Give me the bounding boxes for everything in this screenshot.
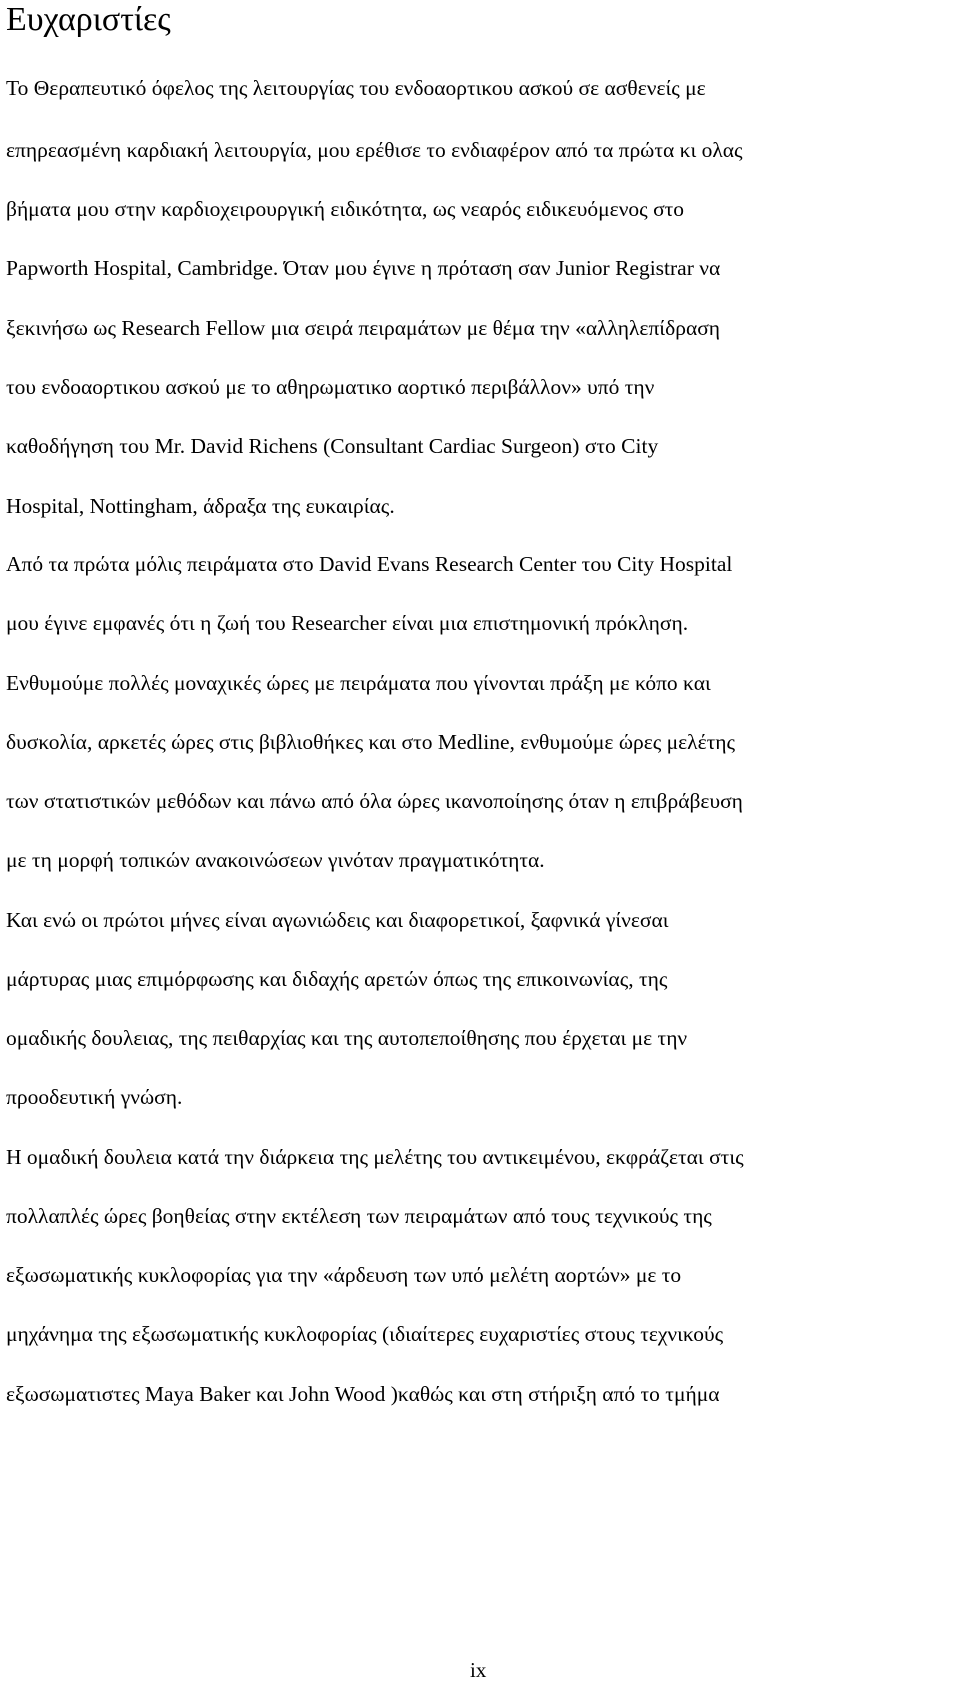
text-line: βήματα μου στην καρδιοχειρουργική ειδικότητα, ως νεαρός ειδικευόμενος στο — [6, 197, 685, 221]
text-line: εξωσωματικής κυκλοφορίας για την «άρδευση των υπό μελέτη αορτών» με το — [6, 1263, 682, 1287]
text-line: Papworth Hospital, Cambridge. Όταν μου έγινε η πρόταση σαν Junior Registrar να — [6, 256, 721, 280]
text-line: του ενδοαορτικου ασκού με το αθηρωματικο αορτικό περιβάλλον» υπό την — [6, 375, 655, 399]
page-title: Ευχαριστίες — [6, 1, 171, 38]
text-line: εξωσωματιστες Maya Baker και John Wood )καθώς και στη στήριξη από το τμήμα — [6, 1382, 720, 1406]
text-line: δυσκολία, αρκετές ώρες στις βιβλιοθήκες και στο Medline, ενθυμούμε ώρες μελέτης — [6, 730, 736, 754]
text-line: Και ενώ οι πρώτοι μήνες είναι αγωνιώδεις και διαφορετικοί, ξαφνικά γίνεσαι — [6, 908, 669, 932]
text-line: Από τα πρώτα μόλις πειράματα στο David Evans Research Center του City Hospital — [6, 552, 733, 576]
text-line: πολλαπλές ώρες βοηθείας στην εκτέλεση των πειραμάτων από τους τεχνικούς της — [6, 1204, 712, 1228]
text-line: Η ομαδική δουλεια κατά την διάρκεια της μελέτης του αντικειμένου, εκφράζεται στις — [6, 1145, 744, 1169]
text-line: ομαδικής δουλειας, της πειθαρχίας και της αυτοπεποίθησης που έρχεται με την — [6, 1026, 688, 1050]
text-line: επηρεασμένη καρδιακή λειτουργία, μου ερέθισε το ενδιαφέρον από τα πρώτα κι ολας — [6, 138, 743, 162]
text-line: των στατιστικών μεθόδων και πάνω από όλα ώρες ικανοποίησης όταν η επιβράβευση — [6, 789, 743, 813]
text-line: μου έγινε εμφανές ότι η ζωή του Researcher είναι μια επιστημονική πρόκληση. — [6, 611, 689, 635]
page-number: ix — [470, 1658, 487, 1682]
text-line: ξεκινήσω ως Research Fellow μια σειρά πειραμάτων με θέμα την «αλληλεπίδραση — [6, 316, 721, 340]
text-line: Το Θεραπευτικό όφελος της λειτουργίας του ενδοαορτικου ασκού σε ασθενείς με — [6, 76, 706, 100]
text-line: Ενθυμούμε πολλές μοναχικές ώρες με πειράματα που γίνονται πράξη με κόπο και — [6, 671, 711, 695]
text-line: προοδευτική γνώση. — [6, 1085, 183, 1109]
text-line: Hospital, Nottingham, άδραξα της ευκαιρίας. — [6, 494, 395, 518]
text-line: καθοδήγηση του Mr. David Richens (Consultant Cardiac Surgeon) στο City — [6, 434, 659, 458]
text-line: με τη μορφή τοπικών ανακοινώσεων γινόταν πραγματικότητα. — [6, 848, 545, 872]
text-line: μάρτυρας μιας επιμόρφωσης και διδαχής αρετών όπως της επικοινωνίας, της — [6, 967, 668, 991]
text-line: μηχάνημα της εξωσωματικής κυκλοφορίας (ιδιαίτερες ευχαριστίες στους τεχνικούς — [6, 1322, 724, 1346]
